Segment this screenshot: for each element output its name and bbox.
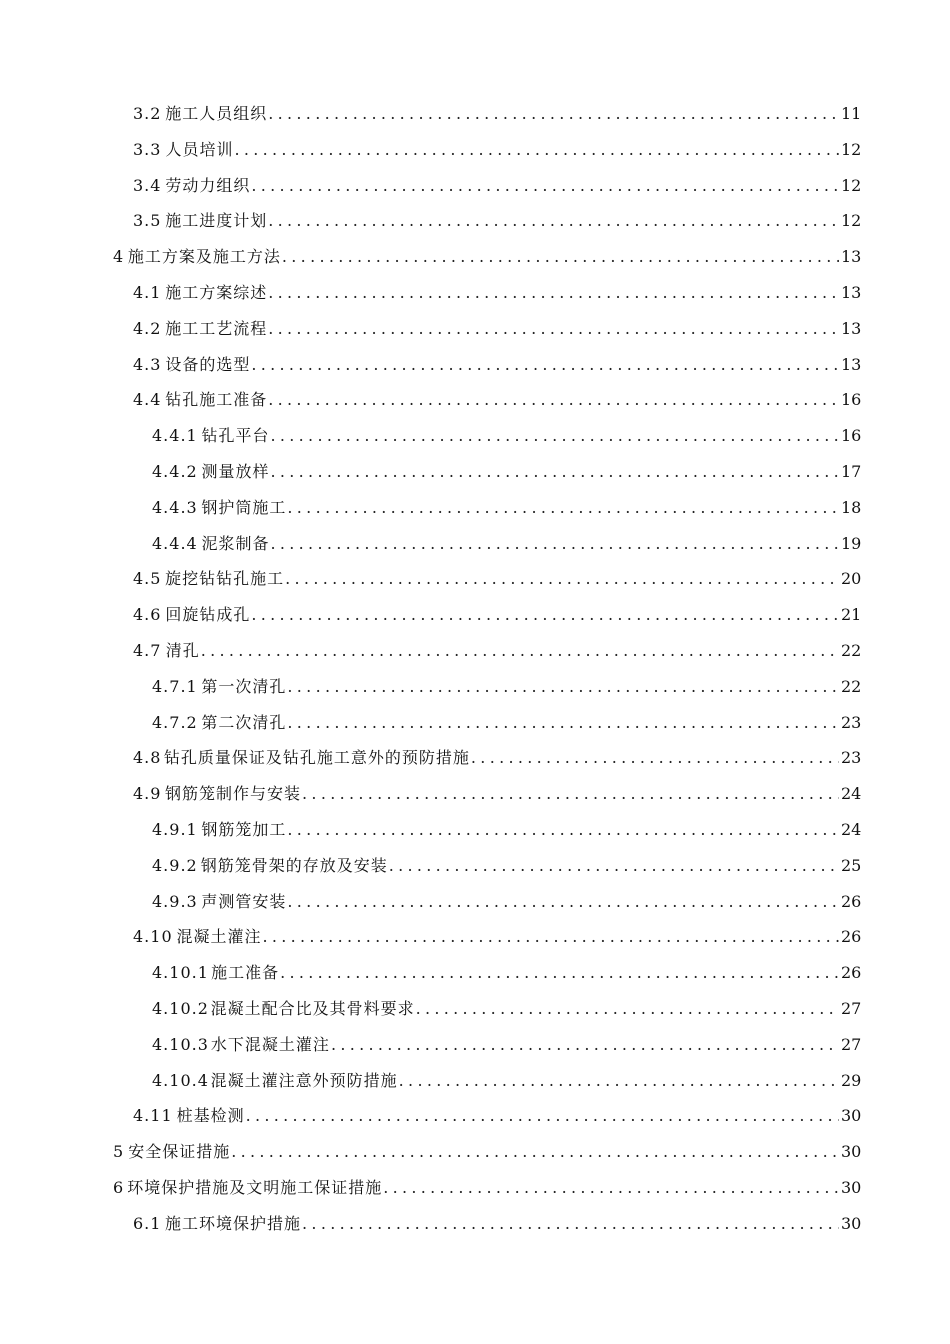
- toc-entry-page-number: 12: [841, 211, 862, 231]
- toc-entry-title: 声测管安装: [201, 891, 287, 911]
- toc-entry-title: 泥浆制备: [201, 533, 270, 553]
- toc-entry[interactable]: [0, 1134, 950, 1170]
- toc-entry[interactable]: [0, 382, 950, 418]
- toc-entry-number: 4.3: [133, 354, 162, 374]
- toc-entry-title: 混凝土配合比及其骨料要求: [210, 998, 415, 1018]
- toc-entry[interactable]: [0, 132, 950, 168]
- toc-dot-leader: [416, 991, 839, 1027]
- toc-entry-page-number: 27: [841, 998, 862, 1018]
- toc-entry-page-number: 30: [841, 1106, 862, 1126]
- toc-entry-title: 施工方案及施工方法: [127, 247, 281, 267]
- toc-entry-number: 4.9.3: [152, 891, 198, 911]
- toc-entry[interactable]: [0, 561, 950, 597]
- toc-entry[interactable]: [0, 96, 950, 132]
- toc-entry[interactable]: [0, 1206, 950, 1242]
- toc-dot-leader: [271, 454, 839, 490]
- toc-entry-title: 安全保证措施: [128, 1142, 231, 1162]
- toc-entry-title: 桩基检测: [176, 1106, 245, 1126]
- toc-entry-number: 4.4.3: [152, 497, 198, 517]
- toc-dot-leader: [268, 275, 839, 311]
- toc-dot-leader: [302, 1206, 839, 1242]
- toc-entry[interactable]: [0, 812, 950, 848]
- toc-entry-title: 钻孔施工准备: [165, 390, 268, 410]
- toc-entry-title: 混凝土灌注意外预防措施: [210, 1070, 398, 1090]
- toc-entry[interactable]: [0, 311, 950, 347]
- toc-entry-page-number: 22: [841, 676, 862, 696]
- toc-entry[interactable]: [0, 597, 950, 633]
- toc-dot-leader: [271, 418, 839, 454]
- toc-entry[interactable]: [0, 776, 950, 812]
- toc-entry[interactable]: [0, 669, 950, 705]
- toc-entry-page-number: 23: [841, 748, 862, 768]
- toc-dot-leader: [262, 919, 839, 955]
- toc-entry-page-number: 12: [841, 175, 862, 195]
- toc-entry-number: 3.5: [133, 211, 162, 231]
- toc-entry-number: 5: [113, 1142, 125, 1162]
- toc-dot-leader: [280, 955, 839, 991]
- toc-entry-number: 4.4.4: [152, 533, 198, 553]
- toc-entry-number: 4.9.1: [152, 819, 198, 839]
- toc-entry-page-number: 23: [841, 712, 862, 732]
- toc-entry-page-number: 12: [841, 139, 862, 159]
- toc-entry-page-number: 24: [841, 784, 862, 804]
- toc-entry-title: 水下混凝土灌注: [210, 1034, 330, 1054]
- toc-entry-page-number: 16: [841, 426, 862, 446]
- toc-entry-number: 4.4.2: [152, 461, 198, 481]
- toc-entry-title: 钢筋笼制作与安装: [165, 784, 302, 804]
- toc-entry[interactable]: [0, 705, 950, 741]
- toc-entry-number: 4: [113, 247, 125, 267]
- toc-entry-number: 3.4: [133, 175, 162, 195]
- toc-entry[interactable]: [0, 347, 950, 383]
- toc-entry-page-number: 25: [841, 855, 862, 875]
- toc-entry-number: 4.11: [133, 1106, 173, 1126]
- toc-entry-page-number: 30: [841, 1142, 862, 1162]
- toc-entry[interactable]: [0, 1027, 950, 1063]
- toc-entry[interactable]: [0, 633, 950, 669]
- toc-entry-number: 4.4.1: [152, 426, 198, 446]
- toc-entry[interactable]: [0, 490, 950, 526]
- toc-dot-leader: [331, 1027, 839, 1063]
- toc-entry-number: 4.7.1: [152, 676, 198, 696]
- toc-entry-title: 混凝土灌注: [176, 927, 262, 947]
- toc-entry-title: 施工准备: [211, 963, 280, 983]
- toc-entry-number: 4.10.1: [152, 963, 209, 983]
- toc-entry-number: 4.8: [133, 748, 162, 768]
- table-of-contents: [0, 96, 950, 1242]
- toc-entry[interactable]: [0, 991, 950, 1027]
- toc-dot-leader: [271, 526, 839, 562]
- toc-entry-page-number: 19: [841, 533, 862, 553]
- toc-entry-number: 4.7.2: [152, 712, 198, 732]
- toc-entry-number: 4.1: [133, 282, 162, 302]
- toc-entry-title: 清孔: [165, 640, 200, 660]
- toc-entry-title: 回旋钻成孔: [165, 605, 251, 625]
- toc-entry[interactable]: [0, 884, 950, 920]
- toc-entry-page-number: 26: [841, 963, 862, 983]
- toc-entry-page-number: 13: [841, 354, 862, 374]
- toc-entry-page-number: 26: [841, 927, 862, 947]
- toc-dot-leader: [268, 311, 839, 347]
- toc-entry-number: 3.2: [133, 104, 162, 123]
- toc-dot-leader: [287, 669, 839, 705]
- toc-entry-title: 钻孔质量保证及钻孔施工意外的预防措施: [163, 748, 470, 768]
- toc-dot-leader: [246, 1098, 839, 1134]
- toc-entry[interactable]: [0, 1098, 950, 1134]
- toc-entry-number: 4.10.3: [152, 1034, 209, 1054]
- toc-entry-page-number: 11: [841, 104, 862, 123]
- toc-entry-number: 4.10.4: [152, 1070, 209, 1090]
- toc-dot-leader: [399, 1063, 839, 1099]
- toc-entry-page-number: 18: [841, 497, 862, 517]
- toc-entry-page-number: 29: [841, 1070, 862, 1090]
- toc-entry-page-number: 24: [841, 819, 862, 839]
- toc-entry[interactable]: [0, 919, 950, 955]
- toc-entry-page-number: 13: [841, 247, 862, 267]
- toc-dot-leader: [231, 1134, 839, 1170]
- toc-entry-page-number: 21: [841, 605, 862, 625]
- toc-entry-page-number: 13: [841, 282, 862, 302]
- toc-entry-title: 钢筋笼骨架的存放及安装: [200, 855, 388, 875]
- toc-dot-leader: [235, 132, 840, 168]
- toc-entry-title: 施工方案综述: [165, 282, 268, 302]
- toc-entry[interactable]: [0, 955, 950, 991]
- toc-entry-title: 环境保护措施及文明施工保证措施: [127, 1177, 383, 1197]
- toc-entry-title: 钢筋笼加工: [201, 819, 287, 839]
- toc-entry-number: 3.3: [133, 139, 162, 159]
- toc-entry-number: 6: [113, 1177, 125, 1197]
- toc-dot-leader: [282, 239, 839, 275]
- toc-entry-title: 钻孔平台: [201, 426, 270, 446]
- toc-entry-page-number: 13: [841, 318, 862, 338]
- toc-entry[interactable]: [0, 168, 950, 204]
- toc-entry-title: 施工进度计划: [165, 211, 268, 231]
- toc-dot-leader: [471, 740, 839, 776]
- toc-entry-title: 施工工艺流程: [165, 318, 268, 338]
- toc-entry-number: 4.6: [133, 605, 162, 625]
- toc-dot-leader: [287, 705, 839, 741]
- toc-entry-number: 4.7: [133, 640, 162, 660]
- toc-entry-title: 旋挖钻钻孔施工: [165, 569, 285, 589]
- toc-entry-number: 4.10.2: [152, 998, 209, 1018]
- toc-entry-title: 人员培训: [165, 139, 234, 159]
- toc-entry-title: 施工环境保护措施: [165, 1213, 302, 1233]
- toc-entry-number: 4.9: [133, 784, 162, 804]
- toc-dot-leader: [268, 96, 839, 132]
- toc-entry-number: 4.10: [133, 927, 173, 947]
- toc-dot-leader: [251, 347, 839, 383]
- toc-entry[interactable]: [0, 740, 950, 776]
- toc-dot-leader: [287, 812, 839, 848]
- toc-dot-leader: [302, 776, 839, 812]
- toc-entry-page-number: 27: [841, 1034, 862, 1054]
- toc-dot-leader: [251, 168, 839, 204]
- toc-dot-leader: [383, 1170, 839, 1206]
- toc-entry[interactable]: [0, 526, 950, 562]
- toc-entry[interactable]: [0, 1170, 950, 1206]
- toc-dot-leader: [285, 561, 839, 597]
- toc-entry[interactable]: [0, 1063, 950, 1099]
- toc-entry-page-number: 22: [841, 640, 862, 660]
- toc-dot-leader: [268, 382, 839, 418]
- toc-entry-title: 第一次清孔: [201, 676, 287, 696]
- toc-entry[interactable]: [0, 848, 950, 884]
- toc-entry-title: 测量放样: [201, 461, 270, 481]
- toc-entry[interactable]: [0, 454, 950, 490]
- toc-dot-leader: [287, 490, 839, 526]
- toc-entry[interactable]: [0, 275, 950, 311]
- toc-dot-leader: [287, 884, 839, 920]
- toc-dot-leader: [251, 597, 839, 633]
- toc-entry-page-number: 17: [841, 461, 862, 481]
- toc-entry[interactable]: [0, 203, 950, 239]
- toc-entry-number: 4.9.2: [152, 855, 198, 875]
- toc-dot-leader: [389, 848, 839, 884]
- toc-entry[interactable]: [0, 239, 950, 275]
- toc-entry-number: 6.1: [133, 1213, 162, 1233]
- toc-entry-number: 4.2: [133, 318, 162, 338]
- toc-entry-page-number: 26: [841, 891, 862, 911]
- toc-dot-leader: [268, 203, 839, 239]
- toc-entry-number: 4.5: [133, 569, 162, 589]
- toc-entry-title: 施工人员组织: [165, 104, 268, 123]
- toc-entry-title: 设备的选型: [165, 354, 251, 374]
- toc-entry-title: 钢护筒施工: [201, 497, 287, 517]
- toc-entry-title: 劳动力组织: [165, 175, 251, 195]
- toc-entry-page-number: 30: [841, 1177, 862, 1197]
- toc-entry[interactable]: [0, 418, 950, 454]
- toc-entry-title: 第二次清孔: [201, 712, 287, 732]
- toc-entry-page-number: 30: [841, 1213, 862, 1233]
- toc-dot-leader: [201, 633, 839, 669]
- toc-entry-page-number: 20: [841, 569, 862, 589]
- toc-entry-page-number: 16: [841, 390, 862, 410]
- toc-entry-number: 4.4: [133, 390, 162, 410]
